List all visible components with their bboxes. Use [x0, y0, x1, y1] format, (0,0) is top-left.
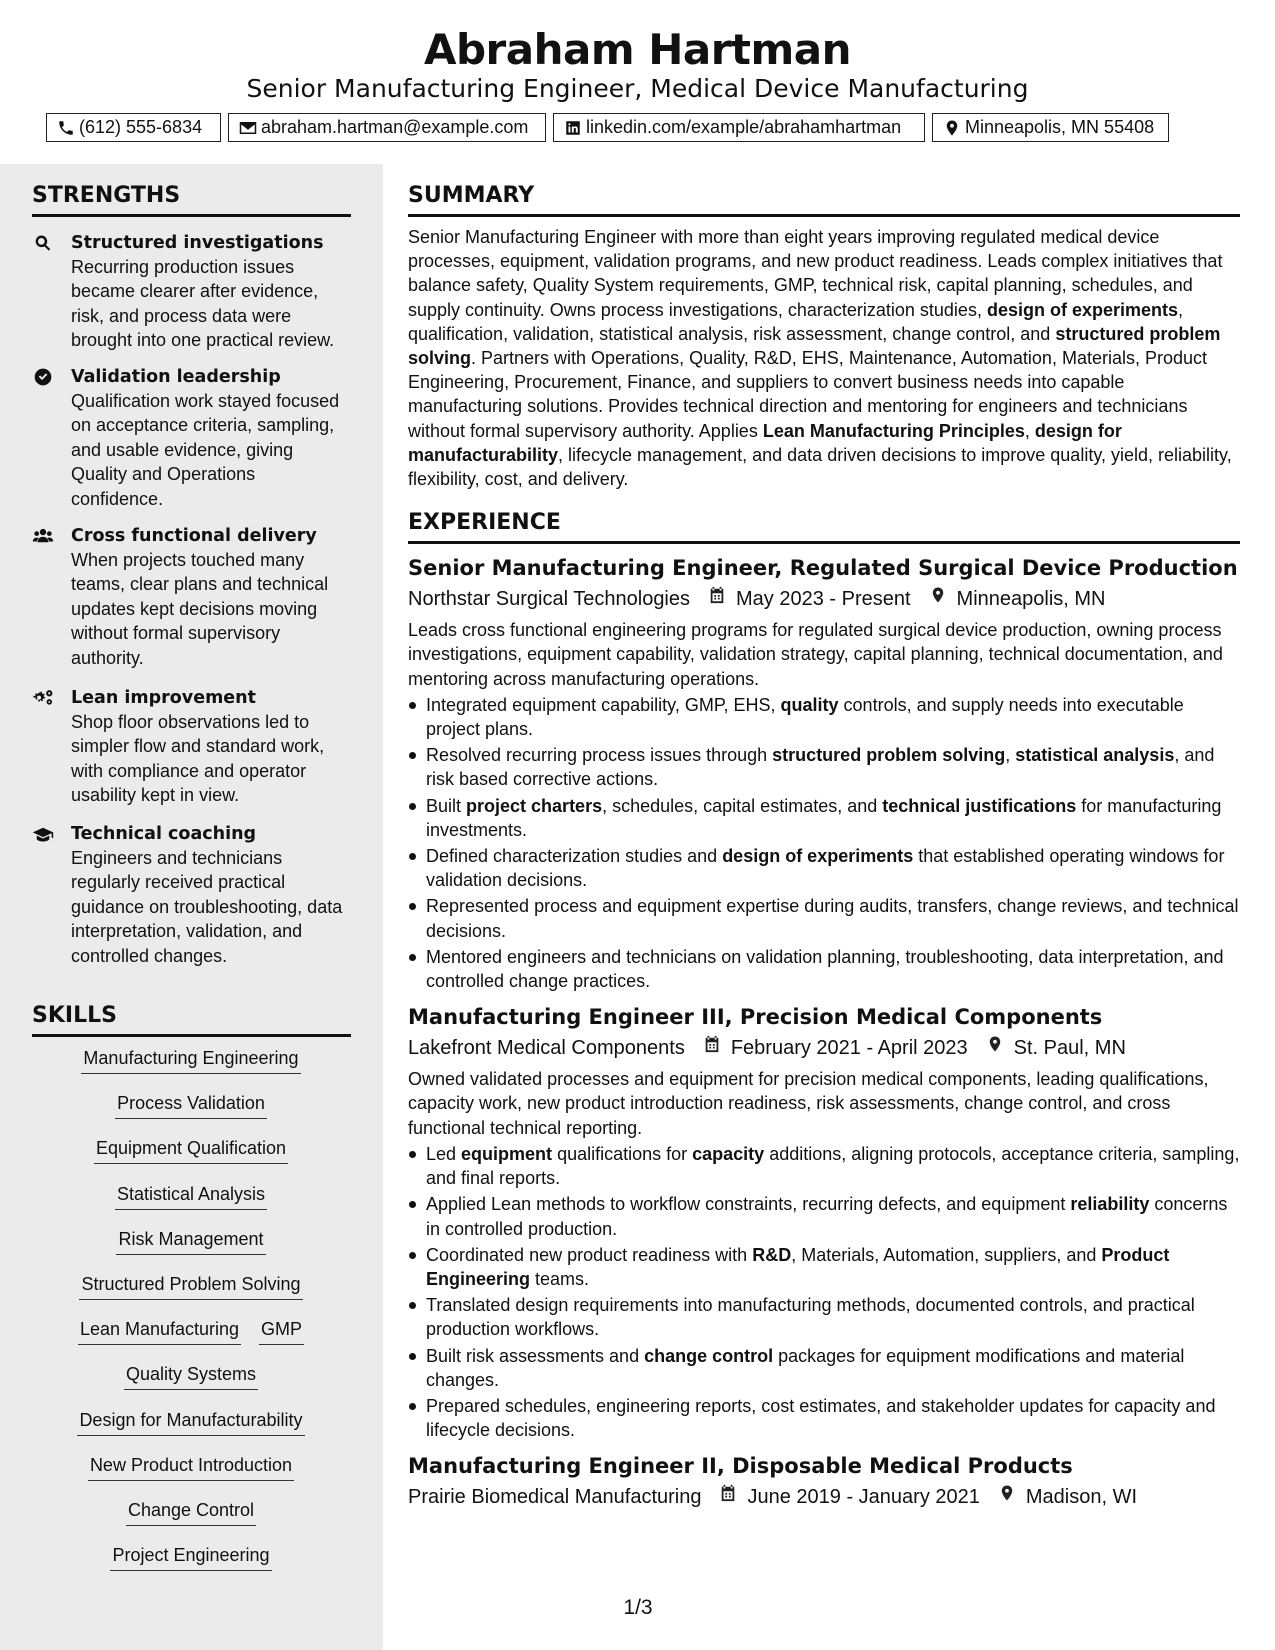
skill-row [32, 1083, 350, 1128]
text-run: Led [426, 1143, 462, 1164]
summary-text [408, 225, 1240, 491]
strength-text: Shop floor observations led to simpler flow and standard work, with compliance and operator usability kept in view. [71, 712, 325, 806]
summary-rule [408, 214, 1240, 217]
skill-tag: Equipment Qualification [94, 1136, 288, 1164]
skill-tag: Structured Problem Solving [79, 1272, 302, 1300]
job-bullet [426, 794, 1240, 842]
job-dates: May 2023 - Present [736, 588, 911, 611]
job-bullet [426, 844, 1240, 892]
search-icon [32, 233, 56, 253]
experience-list [408, 554, 1240, 1511]
gears-icon [32, 688, 56, 708]
job-dates: June 2019 - January 2021 [747, 1486, 980, 1509]
text-run: Built [426, 795, 467, 816]
strength-text: Qualification work stayed focused on acceptance criteria, sampling, and usable evidence, giving Quality and Operations confidence. [71, 391, 340, 509]
bold-text: Product Engineering [426, 1244, 1170, 1289]
contact-bar [46, 113, 1169, 145]
text-run: , [1024, 420, 1035, 441]
strengths-rule [32, 214, 351, 217]
strength-item [32, 686, 352, 808]
job-bullets [408, 1142, 1240, 1442]
calendar-icon [690, 585, 736, 613]
bold-text: design for manufacturability [408, 420, 1122, 465]
job-location: St. Paul, MN [1013, 1037, 1126, 1060]
contact-phone-text: (612) 555-6834 [79, 117, 203, 137]
bold-text: equipment [461, 1143, 553, 1164]
map-pin-icon [943, 119, 961, 137]
skill-row [32, 1400, 350, 1445]
text-run: additions, aligning protocols, acceptance criteria, sampling, and final reports. [426, 1143, 1240, 1189]
contact-linkedin[interactable] [553, 113, 925, 142]
skill-tag: Project Engineering [110, 1543, 271, 1571]
strength-title: Structured investigations [71, 233, 324, 253]
text-run: Defined characterization studies and [426, 846, 723, 867]
job-bullet [426, 1192, 1240, 1240]
page-number: 1/3 [623, 1596, 653, 1619]
strengths-heading: STRENGTHS [32, 183, 181, 208]
candidate-name: Abraham Hartman [423, 25, 852, 74]
job-bullet [426, 743, 1240, 791]
strength-text: Engineers and technicians regularly received practical guidance on troubleshooting, data interpretation, validation, and controlled changes. [71, 848, 343, 966]
skills-rule [32, 1034, 351, 1037]
job-meta [408, 1034, 1240, 1062]
map-pin-icon [980, 1483, 1026, 1511]
contact-email-text: abraham.hartman@example.com [261, 117, 529, 137]
job-meta [408, 585, 1240, 613]
strength-item [32, 365, 352, 511]
text-run: , qualification, validation, statistical analysis, risk assessment, change control, and [408, 299, 1184, 344]
skill-tag: New Product Introduction [88, 1453, 294, 1481]
map-pin-icon [911, 585, 957, 613]
strength-item [32, 231, 352, 353]
job-description: Owned validated processes and equipment for precision medical components, leading qualifications, capacity work, new product introduction readiness, risk assessments, change control, and cross functional technical reporting. [408, 1069, 1209, 1138]
job-entry [408, 1003, 1240, 1442]
strength-title: Technical coaching [71, 824, 257, 844]
job-entry [408, 554, 1240, 993]
text-run: Senior Manufacturing Engineer with more than eight years improving regulated medical device processes, equipment, validation programs, and new product readiness. Leads complex initiatives that balance safety, Quality System requirements, GMP, technical risk, capital planning, schedules, and supply continuity. Owns process investigations, characterization studies, [408, 227, 1223, 320]
job-company: Prairie Biomedical Manufacturing [408, 1486, 702, 1509]
text-run: Mentored engineers and technicians on validation planning, troubleshooting, data interpretation, and controlled change practices. [426, 946, 1224, 992]
skills-list [32, 1038, 350, 1580]
text-run: Translated design requirements into manufacturing methods, documented controls, and practical production workflows. [426, 1295, 1195, 1340]
bold-text: design of experiments [722, 846, 914, 867]
text-run: for manufacturing investments. [426, 795, 1222, 840]
bold-text: reliability [1070, 1194, 1150, 1215]
skill-row [32, 1445, 350, 1490]
summary-heading: SUMMARY [408, 183, 535, 208]
skill-tag: Design for Manufacturability [77, 1408, 304, 1436]
text-run: qualifications for [552, 1143, 693, 1164]
skill-row [32, 1309, 350, 1354]
bold-text: statistical analysis [1015, 745, 1175, 766]
job-location: Minneapolis, MN [956, 588, 1106, 611]
job-bullet [426, 1142, 1240, 1190]
graduation-cap-icon [32, 824, 56, 844]
bold-text: capacity [692, 1143, 765, 1164]
skill-tag: Lean Manufacturing [78, 1317, 241, 1345]
text-run: controls, and supply needs into executable project plans. [426, 694, 1184, 740]
job-company: Northstar Surgical Technologies [408, 588, 691, 611]
bold-text: quality [780, 694, 839, 715]
skill-row [32, 1535, 350, 1580]
job-bullet [426, 1243, 1240, 1291]
main-column [408, 164, 1240, 1516]
bold-text: R&D [752, 1244, 792, 1265]
strength-title: Lean improvement [71, 688, 256, 708]
text-run: Prepared schedules, engineering reports, cost estimates, and stakeholder updates for capacity and lifecycle decisions. [426, 1395, 1216, 1441]
job-bullet [426, 945, 1240, 993]
text-run: , and risk based corrective actions. [426, 745, 1215, 790]
skill-row [32, 1354, 350, 1399]
job-bullet [426, 1293, 1240, 1341]
strength-text: Recurring production issues became clearer after evidence, risk, and process data were brought into one practical review. [71, 257, 335, 351]
bold-text: technical justifications [882, 795, 1077, 816]
envelope-icon [239, 119, 257, 137]
candidate-headline: Senior Manufacturing Engineer, Medical Device Manufacturing [246, 74, 1029, 103]
experience-rule [408, 541, 1240, 544]
text-run: concerns in controlled production. [426, 1194, 1228, 1239]
job-bullet [426, 1394, 1240, 1442]
skill-row [32, 1128, 350, 1173]
text-run: Built risk assessments and [426, 1345, 645, 1366]
text-run: packages for equipment modifications and material changes. [426, 1345, 1185, 1390]
job-bullet [426, 1344, 1240, 1392]
job-dates: February 2021 - April 2023 [730, 1037, 968, 1060]
strength-item [32, 822, 352, 968]
bold-text: structured problem solving [772, 745, 1006, 766]
skill-row [32, 1219, 350, 1264]
contact-location-text: Minneapolis, MN 55408 [965, 117, 1155, 137]
bold-text: Lean Manufacturing Principles [762, 420, 1025, 441]
experience-heading: EXPERIENCE [408, 510, 561, 536]
users-icon [32, 526, 56, 546]
skill-tag: GMP [259, 1317, 304, 1345]
text-run: Represented process and equipment expertise during audits, transfers, change reviews, and technical decisions. [426, 896, 1239, 941]
skill-tag: Risk Management [116, 1227, 265, 1255]
text-run: Integrated equipment capability, GMP, EHS, [426, 694, 781, 715]
job-description: Leads cross functional engineering programs for regulated surgical device production, owning process investigations, equipment capability, validation strategy, capital planning, technical documentation, and mentoring across manufacturing operations. [408, 620, 1223, 689]
skill-row [32, 1174, 350, 1219]
text-run: , schedules, capital estimates, and [602, 795, 883, 816]
text-run: Resolved recurring process issues through [426, 745, 773, 766]
job-bullets [408, 693, 1240, 993]
job-bullet [426, 894, 1240, 942]
calendar-icon [701, 1483, 747, 1511]
skill-tag: Process Validation [115, 1091, 267, 1119]
linkedin-icon [564, 119, 582, 137]
bold-text: project charters [466, 795, 603, 816]
skill-tag: Quality Systems [124, 1362, 258, 1390]
calendar-icon [685, 1034, 731, 1062]
job-location: Madison, WI [1025, 1486, 1138, 1509]
text-run: Coordinated new product readiness with [426, 1244, 753, 1265]
skill-tag: Manufacturing Engineering [81, 1046, 300, 1074]
phone-icon [57, 119, 75, 137]
text-run: , [1005, 745, 1016, 766]
text-run: that established operating windows for validation decisions. [426, 846, 1225, 891]
text-run: , lifecycle management, and data driven decisions to improve quality, yield, reliability, flexibility, cost, and delivery. [408, 444, 1232, 490]
job-title: Manufacturing Engineer II, Disposable Medical Products [408, 1454, 1073, 1479]
strength-item [32, 524, 352, 670]
check-circle-icon [32, 367, 56, 387]
skill-row [32, 1038, 350, 1083]
text-run: , Materials, Automation, suppliers, and [791, 1244, 1102, 1265]
skills-heading: SKILLS [32, 1003, 117, 1028]
map-pin-icon [968, 1034, 1014, 1062]
text-run: teams. [530, 1268, 590, 1289]
skill-row [32, 1264, 350, 1309]
bold-text: structured problem solving [408, 323, 1221, 369]
job-bullet [426, 693, 1240, 741]
contact-phone[interactable] [46, 113, 221, 142]
skill-row [32, 1490, 350, 1535]
bold-text: change control [644, 1345, 774, 1366]
skill-tag: Statistical Analysis [115, 1182, 267, 1210]
bold-text: design of experiments [986, 299, 1179, 320]
job-title: Senior Manufacturing Engineer, Regulated Surgical Device Production [408, 556, 1238, 581]
text-run: Applied Lean methods to workflow constraints, recurring defects, and equipment [426, 1194, 1071, 1215]
job-title: Manufacturing Engineer III, Precision Medical Components [408, 1005, 1103, 1030]
contact-linkedin-text: linkedin.com/example/abrahamhartman [586, 117, 902, 137]
skill-tag: Change Control [126, 1498, 256, 1526]
job-company: Lakefront Medical Components [408, 1037, 685, 1060]
text-run: . Partners with Operations, Quality, R&D, EHS, Maintenance, Automation, Materials, Product Engineering, Procurement, Finance, and suppliers to convert business needs into capable manufacturing solutions. Provides technical direction and mentoring for engineers and technicians without formal supervisory authority. Applies [408, 348, 1208, 441]
strength-text: When projects touched many teams, clear plans and technical updates kept decisions moving without formal supervisory authority. [71, 550, 329, 668]
contact-location [932, 113, 1169, 142]
strength-title: Validation leadership [71, 367, 281, 387]
strength-title: Cross functional delivery [71, 526, 317, 546]
contact-email[interactable] [228, 113, 546, 142]
job-entry [408, 1452, 1240, 1511]
job-meta [408, 1483, 1240, 1511]
